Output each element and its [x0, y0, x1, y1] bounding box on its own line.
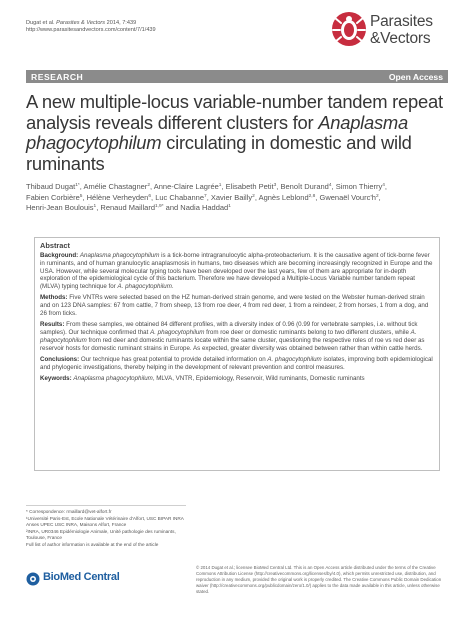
results-text-1: From these samples, we obtained 84 different profiles, with a diversity index of 0.96 (0.99 for vertebrate samples, i.e. without tick samples). Our technique confirmed that — [40, 321, 418, 336]
title-organism: Anaplasma phagocytophilum — [26, 111, 408, 154]
author-entry — [180, 203, 231, 212]
author-separator: , — [82, 192, 85, 202]
article-title — [26, 92, 450, 174]
abstract-heading: Abstract — [40, 241, 70, 250]
abstract-box — [34, 237, 440, 471]
author-name: Henri-Jean Boulouis — [26, 203, 94, 212]
author-affiliation-mark: 4 — [328, 183, 332, 188]
abstract-results — [40, 321, 436, 352]
author-entry — [336, 182, 387, 191]
citation-volume: 2014, 7:439 — [105, 20, 137, 26]
background-text: is a tick-borne intragranulocytic alpha-proteobacterium. It is the causative agent of tick-borne fever in ruminants, and of human granulocytic anaplasmosis in humans, two diseases which are becoming increasingly recognized in Europe and the USA. However, while several molecular typing tools have been developed over the last years, few of them are appropriate for in-depth exploration of the epidemiological cycle of this bacterium. Therefore we have developed a Multiple-Locus Variable number tandem repeat (MLVA) typing technique for — [40, 252, 433, 291]
background-organism-2: A. phagocytophilum — [117, 283, 172, 291]
author-entry — [280, 182, 333, 191]
author-entry — [26, 203, 98, 212]
author-entry — [26, 193, 85, 202]
author-separator: , — [221, 182, 224, 191]
results-organism-1: A. phagocytophilum — [150, 328, 205, 336]
author-affiliation-mark: 1 — [228, 204, 231, 209]
abstract-background — [40, 252, 436, 291]
title-part-2: circulating in domestic and wild ruminants — [26, 132, 412, 174]
author-entry — [26, 182, 82, 191]
conclusions-label: Conclusions: — [40, 355, 80, 363]
background-end: . — [171, 283, 174, 291]
author-name: Simon Thierry — [335, 182, 383, 191]
author-affiliation-mark: 1 — [93, 204, 97, 209]
publisher-name: BioMed Central — [43, 571, 120, 583]
author-entry — [87, 193, 153, 202]
affiliation-more: Full list of author information is available at the end of the article — [26, 541, 159, 547]
author-affiliation-mark: 4 — [382, 183, 385, 188]
author-affiliation-mark: 5 — [79, 193, 83, 199]
methods-text: Five VNTRs were selected based on the HZ human-derived strain genome, and were tested on the Webster human-derived strain and on 123 DNA samples: 67 from cattle, 7 from sheep, 13 from roe deer, 4 from red deer, 1 from a reindeer, 2 from horses, 1 from a dog, and 26 from ticks. — [40, 294, 429, 317]
author-separator: , — [384, 182, 388, 191]
keywords-organism: Anaplasma phagocytophilum — [73, 374, 153, 382]
abstract-methods — [40, 294, 436, 317]
footnotes — [26, 509, 194, 548]
results-label: Results: — [40, 321, 65, 329]
author-separator: , — [79, 182, 82, 191]
author-entry — [259, 193, 318, 202]
citation-header — [26, 20, 156, 34]
author-entry — [319, 193, 380, 202]
author-name: Agnès Leblond — [258, 192, 309, 202]
author-affiliation-mark: 3 — [273, 183, 277, 188]
author-entry — [154, 182, 224, 191]
author-separator: , — [149, 182, 153, 191]
citation-line — [26, 20, 156, 27]
author-affiliation-mark: 2,8 — [308, 193, 316, 199]
abstract-body — [40, 252, 436, 386]
author-name: Luc Chabanne — [155, 192, 205, 202]
publisher-logo — [26, 571, 146, 589]
conclusions-organism: A. phagocytophilum — [267, 355, 322, 363]
author-name: Amélie Chastagner — [83, 182, 148, 191]
title-part-1: A new multiple-locus variable-number tandem repeat analysis reveals different clusters for — [26, 91, 443, 133]
keywords-label: Keywords: — [40, 374, 72, 382]
journal-logo — [330, 10, 448, 60]
author-name: Fabien Corbière — [26, 192, 80, 202]
author-name: Thibaud Dugat — [26, 182, 76, 191]
author-affiliation-mark: 1,9* — [155, 204, 164, 209]
author-separator: and — [163, 203, 179, 212]
logo-text-vectors: &Vectors — [370, 30, 431, 47]
open-access-label: Open Access — [388, 71, 443, 82]
article-type-label: RESEARCH — [31, 71, 84, 82]
footnote-divider — [26, 505, 186, 506]
background-label: Background: — [40, 252, 79, 259]
results-organism-2: A. phagocytophilum — [40, 328, 417, 344]
background-organism: Anaplasma phagocytophilum — [79, 252, 160, 259]
author-affiliation-mark: 1* — [75, 183, 80, 188]
article-type-bar — [26, 70, 448, 83]
author-separator: , — [151, 192, 154, 202]
author-entry — [100, 203, 178, 212]
conclusions-text-2: isolates, improving both epidemiological and phylogenic investigations, thereby helping in the development of relevant prevention and control measures. — [40, 355, 433, 371]
author-separator: , — [254, 192, 257, 202]
citation-journal: Parasites & Vectors — [56, 20, 106, 26]
author-list — [26, 182, 446, 214]
biomed-central-logo-icon — [26, 572, 40, 586]
author-name: Elisabeth Petit — [225, 182, 274, 191]
author-entry — [211, 193, 257, 202]
author-name: Renaud Maillard — [100, 203, 156, 212]
results-text-2: from roe deer or domestic ruminants belong to two different clusters, while — [204, 328, 411, 336]
author-separator: , — [331, 182, 334, 191]
author-name: Anne-Claire Lagrée — [153, 182, 219, 191]
abstract-keywords — [40, 375, 436, 383]
author-name: Xavier Bailly — [210, 192, 253, 202]
author-separator: , — [378, 192, 381, 202]
citation-authors: Dugat et al. — [26, 20, 55, 26]
parasite-emblem-icon — [330, 10, 368, 48]
author-entry — [155, 193, 209, 202]
author-name: Hélène Verheyden — [86, 192, 149, 202]
logo-text-parasites: Parasites — [370, 13, 433, 30]
author-separator: , — [276, 182, 279, 191]
author-separator: , — [315, 192, 318, 202]
author-entry — [84, 182, 153, 191]
results-text-3: from red deer and domestic ruminants locate within the same cluster, questioning the respective roles of roe vs red deer as reservoir hosts for domestic ruminant strains in Europe. As expected, greater diversity was obtained between rather than within cattle herds. — [40, 336, 425, 352]
author-affiliation-mark: 1 — [218, 183, 222, 188]
author-name: Gwenaël Vourc'h — [319, 192, 376, 202]
author-affiliation-mark: 6 — [148, 193, 152, 199]
author-affiliation-mark: 2 — [252, 193, 255, 199]
author-name: Benoît Durand — [280, 182, 329, 191]
affiliation-2: ²INRA, UR0346 Epidémiologie Animale, Unité pathologie des ruminants, Toulouse, France — [26, 528, 176, 540]
copyright-notice: © 2014 Dugat et al.; licensee BioMed Central Ltd. This is an Open Access article distributed under the terms of the Creative Commons Attribution License (http://creativecommons.org/licenses/by/4.0), which permits unrestricted use, distribution, and reproduction in any medium, provided the original work is properly credited. The Creative Commons Public Domain Dedication waiver (http://creativecommons.org/publicdomain/zero/1.0/) applies to the data made available in this article, unless otherwise stated. — [196, 565, 442, 594]
keywords-text: , MLVA, VNTR, Epidemiology, Reservoir, Wild ruminants, Domestic ruminants — [152, 374, 365, 382]
author-separator: , — [206, 192, 209, 202]
affiliation-1: ¹Université Paris-Est, Ecole Nationale Vétérinaire d'Alfort, USC BIPAR INRA Anses UPEC USC INRA, Maisons Alfort, France — [26, 515, 184, 527]
conclusions-text-1: Our technique has great potential to provide detailed information on — [79, 355, 268, 363]
author-entry — [226, 182, 279, 191]
author-name: Nadia Haddad — [180, 203, 229, 212]
author-affiliation-mark: 2 — [375, 193, 379, 199]
author-affiliation-mark: 7 — [204, 193, 207, 199]
citation-url[interactable]: http://www.parasitesandvectors.com/content/7/1/439 — [26, 27, 156, 33]
author-separator: , — [96, 203, 99, 212]
methods-label: Methods: — [40, 294, 68, 302]
abstract-conclusions — [40, 356, 436, 372]
author-affiliation-mark: 2 — [147, 183, 150, 188]
correspondence-note: * Correspondence: rmaillard@vet-alfort.fr — [26, 509, 112, 514]
